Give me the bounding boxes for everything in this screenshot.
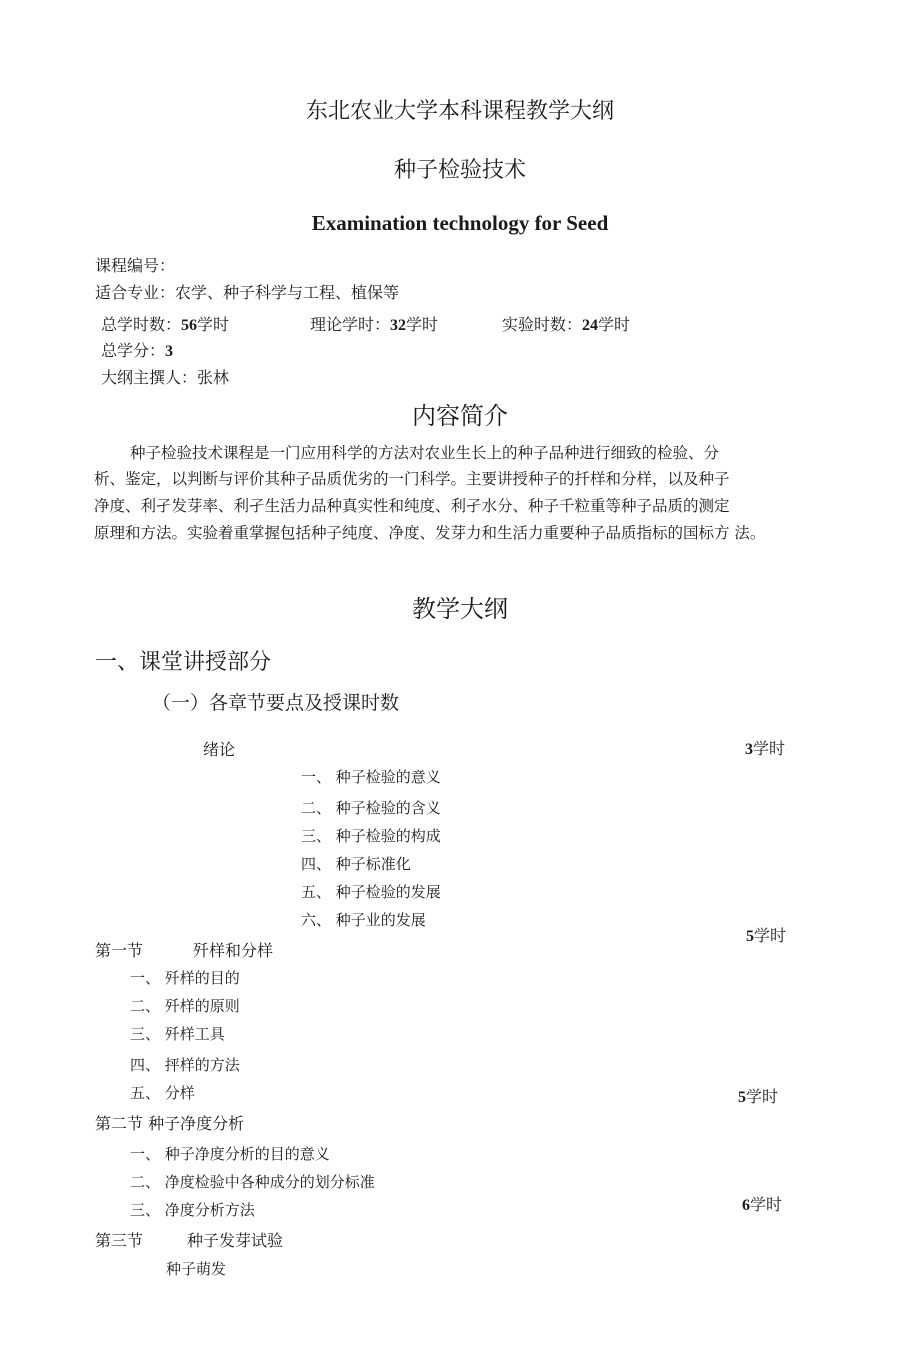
section2-hours-value: 5 bbox=[738, 1089, 746, 1106]
intro-item: 六、 种子业的发展 bbox=[301, 911, 426, 929]
course-title-en: Examination technology for Seed bbox=[311, 211, 609, 235]
section1-item: 四、 抨样的方法 bbox=[130, 1056, 240, 1074]
total-hours-unit: 学时 bbox=[197, 315, 230, 334]
summary-line: 原理和方法。实验着重掌握包括种子纯度、净度、发芽力和生活力重要种子品质指标的国标方 法。 bbox=[94, 524, 766, 542]
section2-hours bbox=[738, 1084, 778, 1107]
section3-title: 种子发芽试验 bbox=[187, 1231, 284, 1250]
total-hours bbox=[101, 312, 229, 335]
section1-hours bbox=[746, 923, 786, 946]
summary-line: 种子检验技术课程是一门应用科学的方法对农业生长上的种子品种进行细致的检验、分 bbox=[130, 444, 720, 462]
section1-hours-unit: 学时 bbox=[754, 926, 787, 945]
course-title-cn: 种子检验技术 bbox=[393, 158, 526, 183]
section2-item: 三、 净度分析方法 bbox=[130, 1201, 255, 1219]
intro-hours bbox=[745, 736, 785, 759]
section3-label: 第三节 bbox=[95, 1231, 144, 1250]
syllabus-author: 大纲主撰人：张林 bbox=[101, 368, 230, 387]
course-code: 课程编号： bbox=[95, 256, 176, 275]
lab-hours-unit: 学时 bbox=[598, 315, 631, 334]
section1-title: 歼样和分样 bbox=[193, 941, 274, 960]
section3-hours-unit: 学时 bbox=[750, 1195, 783, 1214]
summary-line: 净度、利孑发芽率、利孑生活力品种真实性和纯度、利孑水分、种子千粒重等种子品质的测定 bbox=[94, 497, 730, 515]
section2-item: 一、 种子净度分析的目的意义 bbox=[130, 1145, 330, 1163]
part1-subheading: （一）各章节要点及授课时数 bbox=[152, 692, 400, 714]
intro-title: 绪论 bbox=[203, 740, 236, 759]
total-hours-value: 56 bbox=[181, 317, 198, 334]
total-hours-label: 总学时数： bbox=[101, 315, 182, 334]
suitable-majors: 适合专业：农学、种子科学与工程、植保等 bbox=[95, 283, 400, 302]
syllabus-heading: 教学大纲 bbox=[412, 595, 508, 623]
section1-item: 一、 歼样的目的 bbox=[130, 969, 240, 987]
credits-label: 总学分： bbox=[101, 341, 166, 360]
section2-title: 第二节 种子净度分析 bbox=[95, 1114, 245, 1133]
theory-hours-unit: 学时 bbox=[406, 315, 439, 334]
theory-hours-label: 理论学时： bbox=[310, 315, 391, 334]
section1-item: 二、 歼样的原则 bbox=[130, 997, 240, 1015]
university-title: 东北农业大学本科课程教学大纲 bbox=[305, 99, 614, 124]
section1-hours-value: 5 bbox=[746, 928, 754, 945]
section3-hours-value: 6 bbox=[742, 1197, 750, 1214]
theory-hours-value: 32 bbox=[390, 317, 407, 334]
lab-hours-value: 24 bbox=[582, 317, 599, 334]
intro-item: 四、 种子标准化 bbox=[301, 855, 411, 873]
section1-item: 五、 分样 bbox=[130, 1084, 195, 1102]
theory-hours bbox=[310, 312, 438, 335]
lab-hours bbox=[502, 312, 630, 335]
lab-hours-label: 实验时数： bbox=[502, 315, 583, 334]
section3-cut-item: 种子萌发 bbox=[166, 1260, 227, 1278]
section2-hours-unit: 学时 bbox=[746, 1087, 779, 1106]
total-credits bbox=[101, 338, 173, 361]
summary-heading: 内容简介 bbox=[412, 402, 508, 430]
credits-value: 3 bbox=[165, 343, 174, 360]
intro-item: 一、 种子检验的意义 bbox=[301, 768, 441, 786]
section1-item: 三、 歼样工具 bbox=[130, 1025, 225, 1043]
section1-label: 第一节 bbox=[95, 941, 144, 960]
summary-line: 析、鉴定，以判断与评价其种子品质优劣的一门科学。主要讲授种子的扦样和分样，以及种子 bbox=[94, 470, 730, 488]
intro-hours-value: 3 bbox=[745, 741, 753, 758]
part1-heading: 一、课堂讲授部分 bbox=[95, 650, 272, 675]
section3-hours bbox=[742, 1192, 782, 1215]
intro-item: 五、 种子检验的发展 bbox=[301, 883, 441, 901]
intro-item: 三、 种子检验的构成 bbox=[301, 827, 441, 845]
section2-item: 二、 净度检验中各种成分的划分标准 bbox=[130, 1173, 375, 1191]
intro-hours-unit: 学时 bbox=[753, 739, 786, 758]
intro-item: 二、 种子检验的含义 bbox=[301, 799, 441, 817]
